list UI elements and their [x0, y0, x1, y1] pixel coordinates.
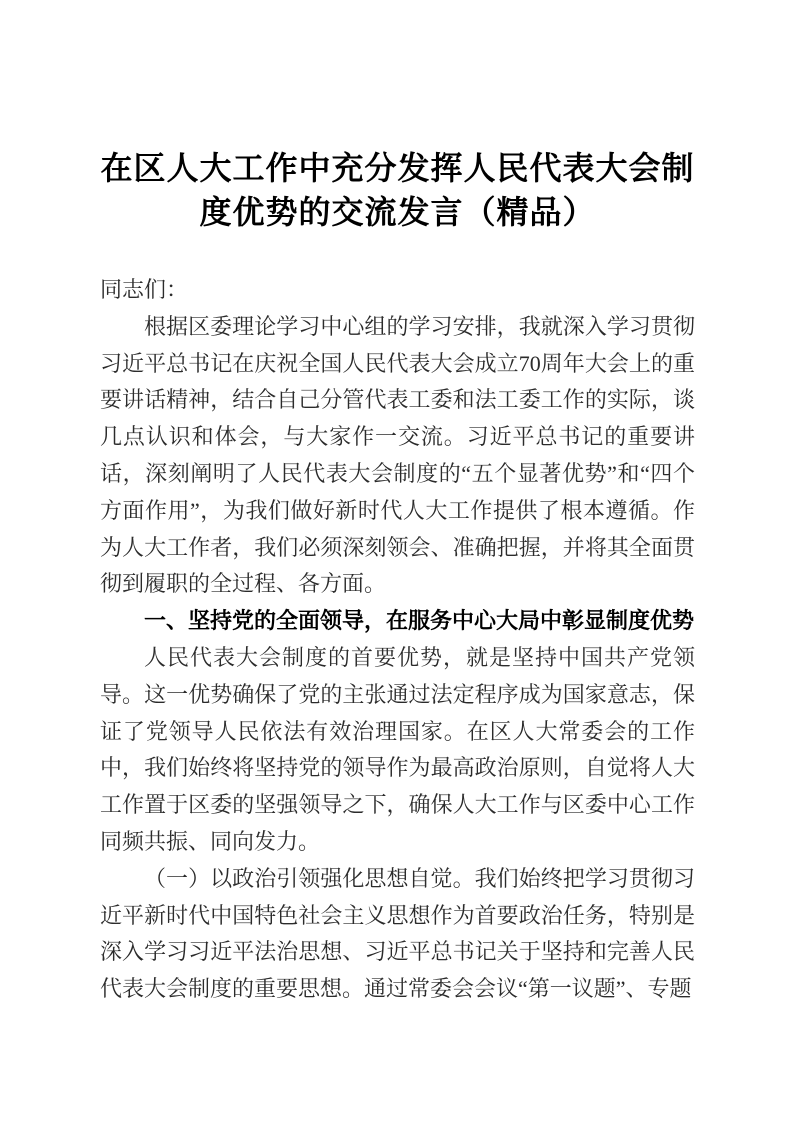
document-content [100, 146, 695, 1008]
document-title [100, 146, 695, 234]
section-heading-1: 一、坚持党的全面领导，在服务中心大局中彰显制度优势 [144, 608, 695, 634]
document-title-line1: 在区人大工作中充分发挥人民代表大会制 [100, 150, 695, 186]
salutation: 同志们： [100, 277, 189, 302]
paragraph-section1-body: 人民代表大会制度的首要优势，就是坚持中国共产党领导。这一优势确保了党的主张通过法定程序成为国家意志，保证了党领导人民依法有效治理国家。在区人大常委会的工作中，我们始终将坚持党的领导作为最高政治原则，自觉将人大工作置于区委的坚强领导之下，确保人大工作与区委中心工作同频共振、同向发力。 [100, 644, 695, 854]
document-title-line2: 度优势的交流发言（精品） [199, 194, 596, 230]
paragraph-subsection1: （一）以政治引领强化思想自觉。我们始终把学习贯彻习近平新时代中国特色社会主义思想作为首要政治任务，特别是深入学习习近平法治思想、习近平总书记关于坚持和完善人民代表大会制度的重要思想。通过常委会会议“第一议题”、专题 [100, 865, 695, 1002]
paragraph-intro: 根据区委理论学习中心组的学习安排，我就深入学习贯彻习近平总书记在庆祝全国人民代表大会成立70周年大会上的重要讲话精神，结合自己分管代表工委和法工委工作的实际，谈几点认识和体会，与大家作一交流。习近平总书记的重要讲话，深刻阐明了人民代表大会制度的“五个显著优势”和“四个方面作用”，为我们做好新时代人大工作提供了根本遵循。作为人大工作者，我们必须深刻领会、准确把握，并将其全面贯彻到履职的全过程、各方面。 [100, 313, 695, 597]
